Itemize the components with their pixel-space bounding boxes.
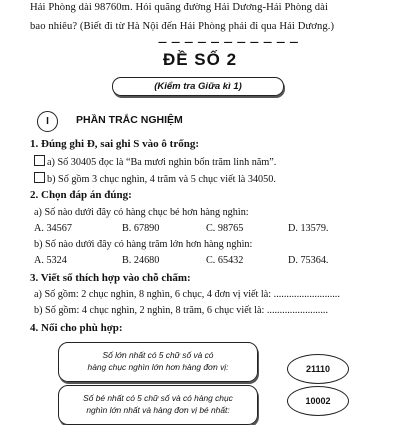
question-1b xyxy=(34,172,276,185)
page-title: ĐỀ SỐ 2 xyxy=(162,50,238,69)
option-2b-A: A. 5324 xyxy=(34,255,67,266)
option-2a-A: A. 34567 xyxy=(34,223,72,234)
section-title: PHẦN TRẮC NGHIỆM xyxy=(76,114,183,126)
separator-dashes: — — — — — — — — — — — xyxy=(158,38,299,48)
match-answer-1[interactable]: 21110 xyxy=(287,354,349,384)
intro-text xyxy=(30,0,390,36)
answer-checkbox-1a[interactable] xyxy=(34,155,45,166)
subtitle-badge: (Kiểm tra Giữa kì 1) xyxy=(112,77,284,96)
option-2a-C: C. 98765 xyxy=(206,223,244,234)
match-item-2-line-1: Số bé nhất có 5 chữ số và có hàng chục xyxy=(83,393,233,403)
match-item-2[interactable] xyxy=(58,385,258,425)
section-number-badge: I xyxy=(37,111,58,132)
question-2-title: 2. Chọn đáp án đúng: xyxy=(30,189,132,201)
option-2a-D: D. 13579. xyxy=(288,223,329,234)
intro-line-1: Hải Phòng dài 98760m. Hỏi quãng đường Hải Dương-Hải Phòng dài xyxy=(30,2,329,13)
question-3-title: 3. Viết số thích hợp vào chỗ chấm: xyxy=(30,272,191,284)
question-1b-text: b) Số gồm 3 chục nghìn, 4 trăm và 5 chục viết là 34050. xyxy=(47,174,276,185)
question-3a: a) Số gồm: 2 chục nghìn, 8 nghìn, 6 chục, 4 đơn vị viết là: .......................... xyxy=(34,289,340,300)
option-2b-C: C. 65432 xyxy=(206,255,244,266)
question-2b: b) Số nào dưới đây có hàng trăm lớn hơn hàng nghìn: xyxy=(34,239,253,250)
option-2b-B: B. 24680 xyxy=(122,255,160,266)
match-answer-2[interactable]: 10002 xyxy=(287,386,349,416)
question-1-title: 1. Đúng ghi Đ, sai ghi S vào ô trống: xyxy=(30,138,200,150)
match-item-1-line-1: Số lớn nhất có 5 chữ số và có xyxy=(102,350,214,360)
question-4-title: 4. Nối cho phù hợp: xyxy=(30,322,123,334)
match-item-2-line-2: nghìn lớn nhất và hàng đơn vị bé nhất: xyxy=(86,405,230,415)
question-1a-text: a) Số 30405 đọc là “Ba mươi nghìn bốn trăm linh năm”. xyxy=(47,157,277,168)
answer-checkbox-1b[interactable] xyxy=(34,172,45,183)
option-2a-B: B. 67890 xyxy=(122,223,160,234)
match-item-1-line-2: hàng chục nghìn lớn hơn hàng đơn vị: xyxy=(87,362,229,372)
question-1a xyxy=(34,155,276,168)
match-item-1[interactable] xyxy=(58,342,258,382)
question-3b: b) Số gồm: 4 chục nghìn, 2 nghìn, 8 trăm, 6 chục viết là: ........................ xyxy=(34,305,328,316)
question-2a: a) Số nào dưới đây có hàng chục bé hơn hàng nghìn: xyxy=(34,207,249,218)
intro-line-2: bao nhiêu? (Biết đi từ Hà Nội đến Hải Phòng phải đi qua Hải Dương.) xyxy=(30,21,335,32)
option-2b-D: D. 75364. xyxy=(288,255,329,266)
